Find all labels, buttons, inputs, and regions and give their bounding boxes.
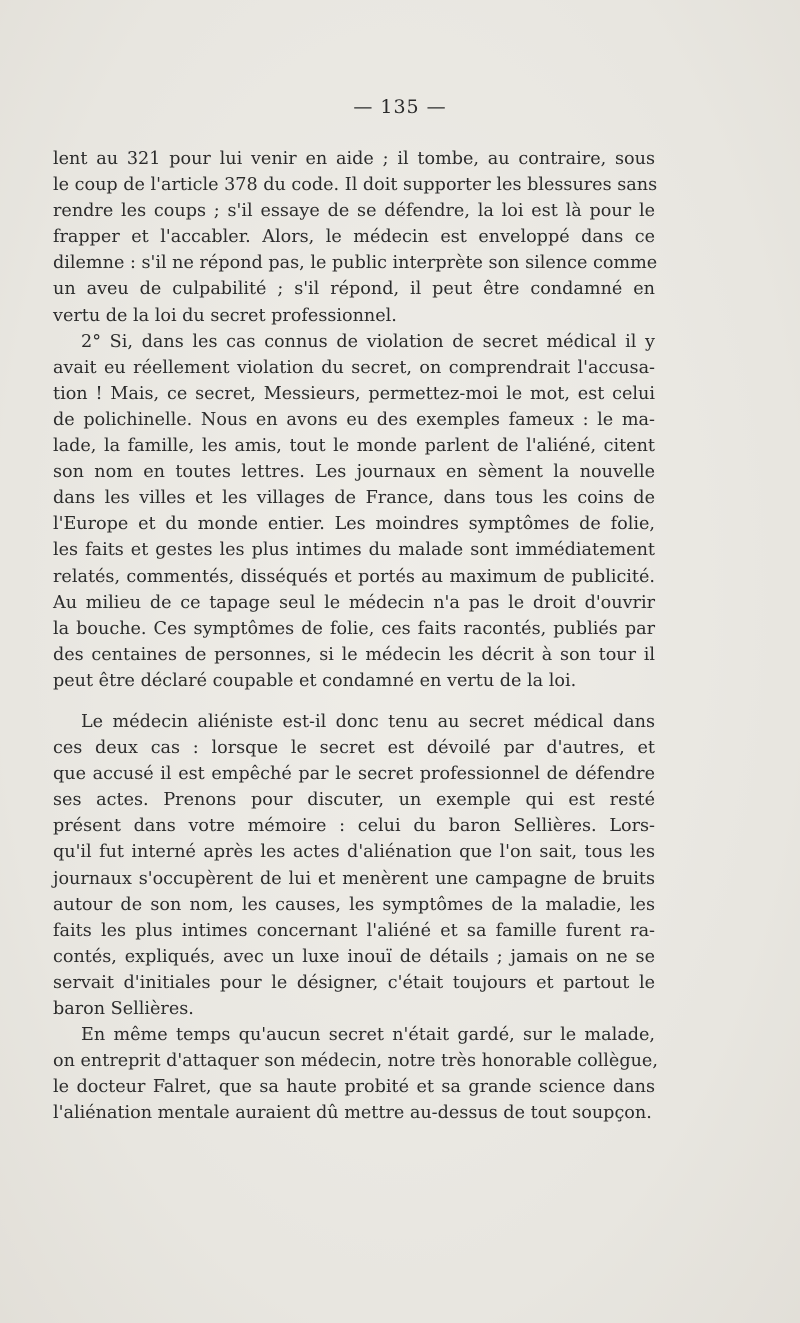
text-line: les faits et gestes les plus intimes du malade sont immédiatement [53, 540, 655, 561]
text-line: le coup de l'article 378 du code. Il doit supporter les blessures sans [53, 175, 658, 196]
text-line: ses actes. Prenons pour discuter, un exemple qui est resté [53, 790, 655, 811]
text-line: on entreprit d'attaquer son médecin, notre très honorable collègue, [53, 1051, 658, 1072]
text-line: relatés, commentés, disséqués et portés au maximum de publicité. [53, 566, 655, 587]
text-line: lade, la famille, les amis, tout le monde parlent de l'aliéné, citent [53, 436, 655, 457]
paragraph [53, 146, 658, 329]
text-line: 2° Si, dans les cas connus de violation de secret médical il y [81, 331, 655, 352]
text-line: dilemne : s'il ne répond pas, le public interprète son silence comme [53, 253, 658, 274]
page-number: — 135 — [353, 96, 447, 118]
text-line: Le médecin aliéniste est-il donc tenu au secret médical dans [81, 711, 655, 732]
text-line: la bouche. Ces symptômes de folie, ces faits racontés, publiés par [53, 618, 655, 639]
paragraph [53, 1022, 658, 1126]
text-line: Au milieu de ce tapage seul le médecin n'a pas le droit d'ouvrir [53, 592, 655, 613]
body-text [53, 146, 658, 1126]
text-line: vertu de la loi du secret professionnel. [53, 305, 397, 326]
text-line: frapper et l'accabler. Alors, le médecin est enveloppé dans ce [53, 227, 655, 248]
text-line: autour de son nom, les causes, les symptômes de la maladie, les [53, 894, 655, 915]
text-line: de polichinelle. Nous en avons eu des exemples fameux : le ma- [53, 409, 655, 430]
text-line: rendre les coups ; s'il essaye de se défendre, la loi est là pour le [53, 201, 655, 222]
text-line: son nom en toutes lettres. Les journaux en sèment la nouvelle [53, 462, 655, 483]
text-line: servait d'initiales pour le désigner, c'était toujours et partout le [53, 972, 655, 993]
paragraph [53, 709, 655, 1022]
text-line: peut être déclaré coupable et condamné en vertu de la loi. [53, 670, 577, 691]
paragraph [53, 329, 655, 694]
text-line: des centaines de personnes, si le médecin les décrit à son tour il [53, 644, 655, 665]
text-line: lent au 321 pour lui venir en aide ; il tombe, au contraire, sous [53, 149, 655, 169]
text-line: contés, expliqués, avec un luxe inouï de détails ; jamais on ne se [53, 946, 655, 967]
text-line: tion ! Mais, ce secret, Messieurs, permettez-moi le mot, est celui [53, 383, 655, 404]
text-line: faits les plus intimes concernant l'aliéné et sa famille furent ra- [53, 920, 655, 941]
text-line: que accusé il est empêché par le secret professionnel de défendre [53, 764, 655, 785]
text-line: En même temps qu'aucun secret n'était gardé, sur le malade, [81, 1025, 655, 1046]
text-line: un aveu de culpabilité ; s'il répond, il peut être condamné en [53, 279, 655, 300]
text-line: avait eu réellement violation du secret, on comprendrait l'accusa- [53, 357, 655, 378]
text-line: dans les villes et les villages de France, dans tous les coins de [53, 488, 655, 509]
text-line: journaux s'occupèrent de lui et menèrent une campagne de bruits [53, 868, 655, 889]
text-line: qu'il fut interné après les actes d'aliénation que l'on sait, tous les [53, 842, 655, 863]
text-line: l'Europe et du monde entier. Les moindres symptômes de folie, [53, 514, 655, 535]
text-line: le docteur Falret, que sa haute probité et sa grande science dans [53, 1077, 655, 1098]
text-line: l'aliénation mentale auraient dû mettre au-dessus de tout soupçon. [53, 1103, 652, 1124]
text-line: présent dans votre mémoire : celui du baron Sellières. Lors- [53, 816, 655, 837]
text-line: ces deux cas : lorsque le secret est dévoilé par d'autres, et [53, 738, 655, 759]
text-line: baron Sellières. [53, 999, 194, 1019]
